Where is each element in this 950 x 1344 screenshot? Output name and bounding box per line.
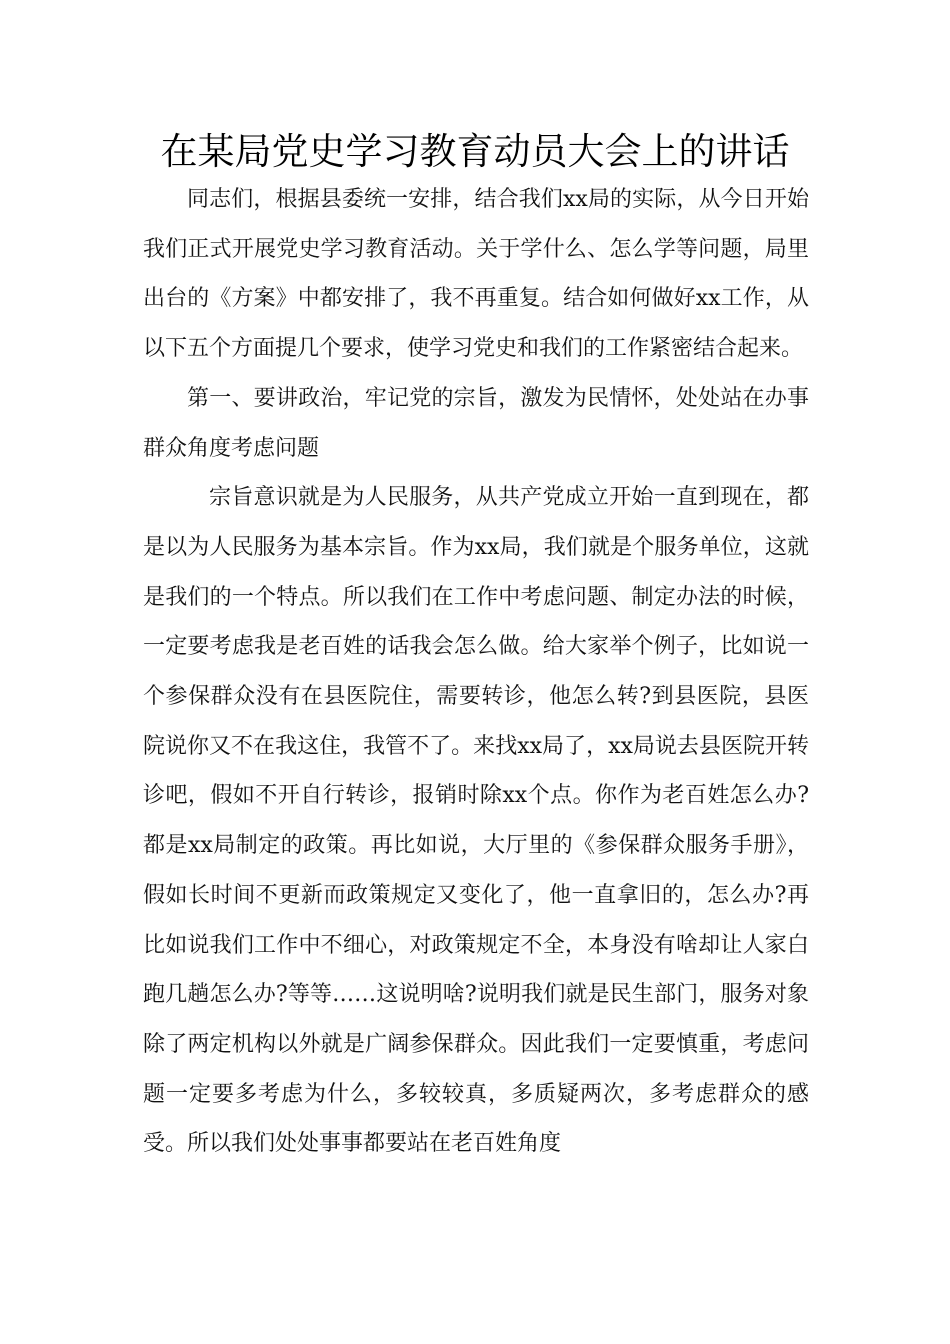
paragraph-body: 宗旨意识就是为人民服务，从共产党成立开始一直到现在，都是以为人民服务为基本宗旨。作为xx局，我们就是个服务单位，这就是我们的一个特点。所以我们在工作中考虑问题、制定办法的时候，一定要考虑我是老百姓的话我会怎么做。给大家举个例子，比如说一个参保群众没有在县医院住，需要转诊，他怎么转?到县医院，县医院说你又不在我这住，我管不了。来找xx局了，xx局说去县医院开转诊吧，假如不开自行转诊，报销时除xx个点。你作为老百姓怎么办?都是xx局制定的政策。再比如说，大厅里的《参保群众服务手册》，假如长时间不更新而政策规定又变化了，他一直拿旧的，怎么办?再比如说我们工作中不细心，对政策规定不全，本身没有啥却让人家白跑几趟怎么办?等等……这说明啥?说明我们就是民生部门，服务对象除了两定机构以外就是广阔参保群众。因此我们一定要慎重，考虑问题一定要多考虑为什么，多较较真，多质疑两次，多考虑群众的感受。所以我们处处事事都要站在老百姓角度 bbox=[143, 485, 809, 1157]
paragraph-section-heading: 第一、要讲政治，牢记党的宗旨，激发为民情怀，处处站在办事群众角度考虑问题 bbox=[143, 385, 809, 461]
document-title: 在某局党史学习教育动员大会上的讲话 bbox=[160, 130, 790, 173]
paragraph-intro: 同志们，根据县委统一安排，结合我们xx局的实际，从今日开始我们正式开展党史学习教育活动。关于学什么、怎么学等问题，局里出台的《方案》中都安排了，我不再重复。结合如何做好xx工作，从以下五个方面提几个要求，使学习党史和我们的工作紧密结合起来。 bbox=[143, 187, 809, 362]
document-body bbox=[143, 175, 809, 1169]
